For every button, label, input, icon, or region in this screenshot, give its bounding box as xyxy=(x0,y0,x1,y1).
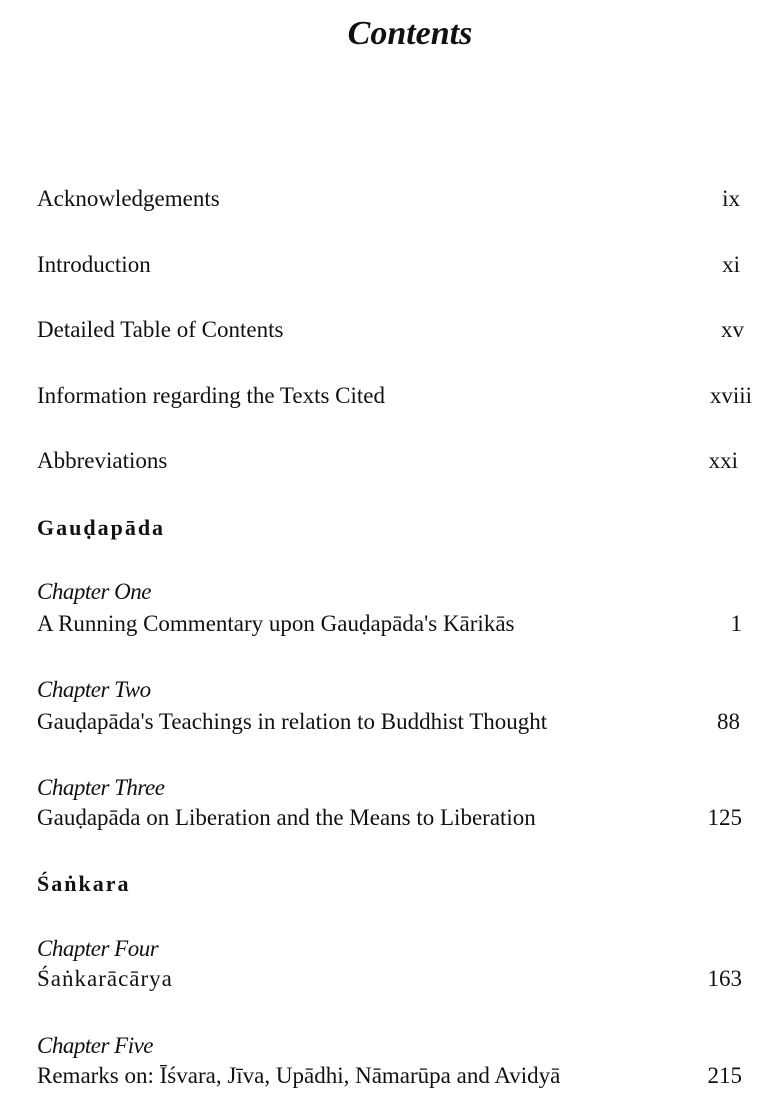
chapter-page: 1 xyxy=(730,611,742,636)
chapter-number: Chapter Three xyxy=(37,775,165,800)
toc-entry-page: xv xyxy=(721,317,744,342)
toc-entry-label: Introduction xyxy=(37,252,151,277)
toc-entry-page: xviii xyxy=(709,383,752,408)
chapter-title: Gauḍapāda on Liberation and the Means to Liberation xyxy=(37,805,536,830)
chapter-page: 88 xyxy=(717,709,740,734)
chapter-page: 215 xyxy=(707,1063,742,1088)
chapter-page: 125 xyxy=(707,805,742,830)
section-heading: Gauḍapāda xyxy=(37,515,166,540)
section-heading: Śaṅkara xyxy=(37,871,131,896)
toc-entry-page: ix xyxy=(722,186,740,211)
chapter-title: Gauḍapāda's Teachings in relation to Buddhist Thought xyxy=(37,709,548,734)
chapter-title: Śaṅkarācārya xyxy=(37,966,173,991)
chapter-title: A Running Commentary upon Gauḍapāda's Kārikās xyxy=(37,611,515,636)
toc-entry-page: xi xyxy=(722,252,740,277)
toc-entry-label: Acknowledgements xyxy=(37,186,220,211)
chapter-page: 163 xyxy=(707,966,742,991)
chapter-number: Chapter Five xyxy=(37,1033,153,1058)
chapter-number: Chapter Two xyxy=(37,677,151,702)
chapter-title: Remarks on: Īśvara, Jīva, Upādhi, Nāmarūpa and Avidyā xyxy=(37,1063,561,1088)
toc-entry-page: xxi xyxy=(708,448,738,473)
toc-entry-label: Information regarding the Texts Cited xyxy=(37,383,385,408)
page-title: Contents xyxy=(347,15,473,52)
chapter-number: Chapter One xyxy=(37,579,151,604)
toc-entry-label: Abbreviations xyxy=(37,448,168,473)
chapter-number: Chapter Four xyxy=(37,936,159,961)
toc-entry-label: Detailed Table of Contents xyxy=(37,317,284,342)
